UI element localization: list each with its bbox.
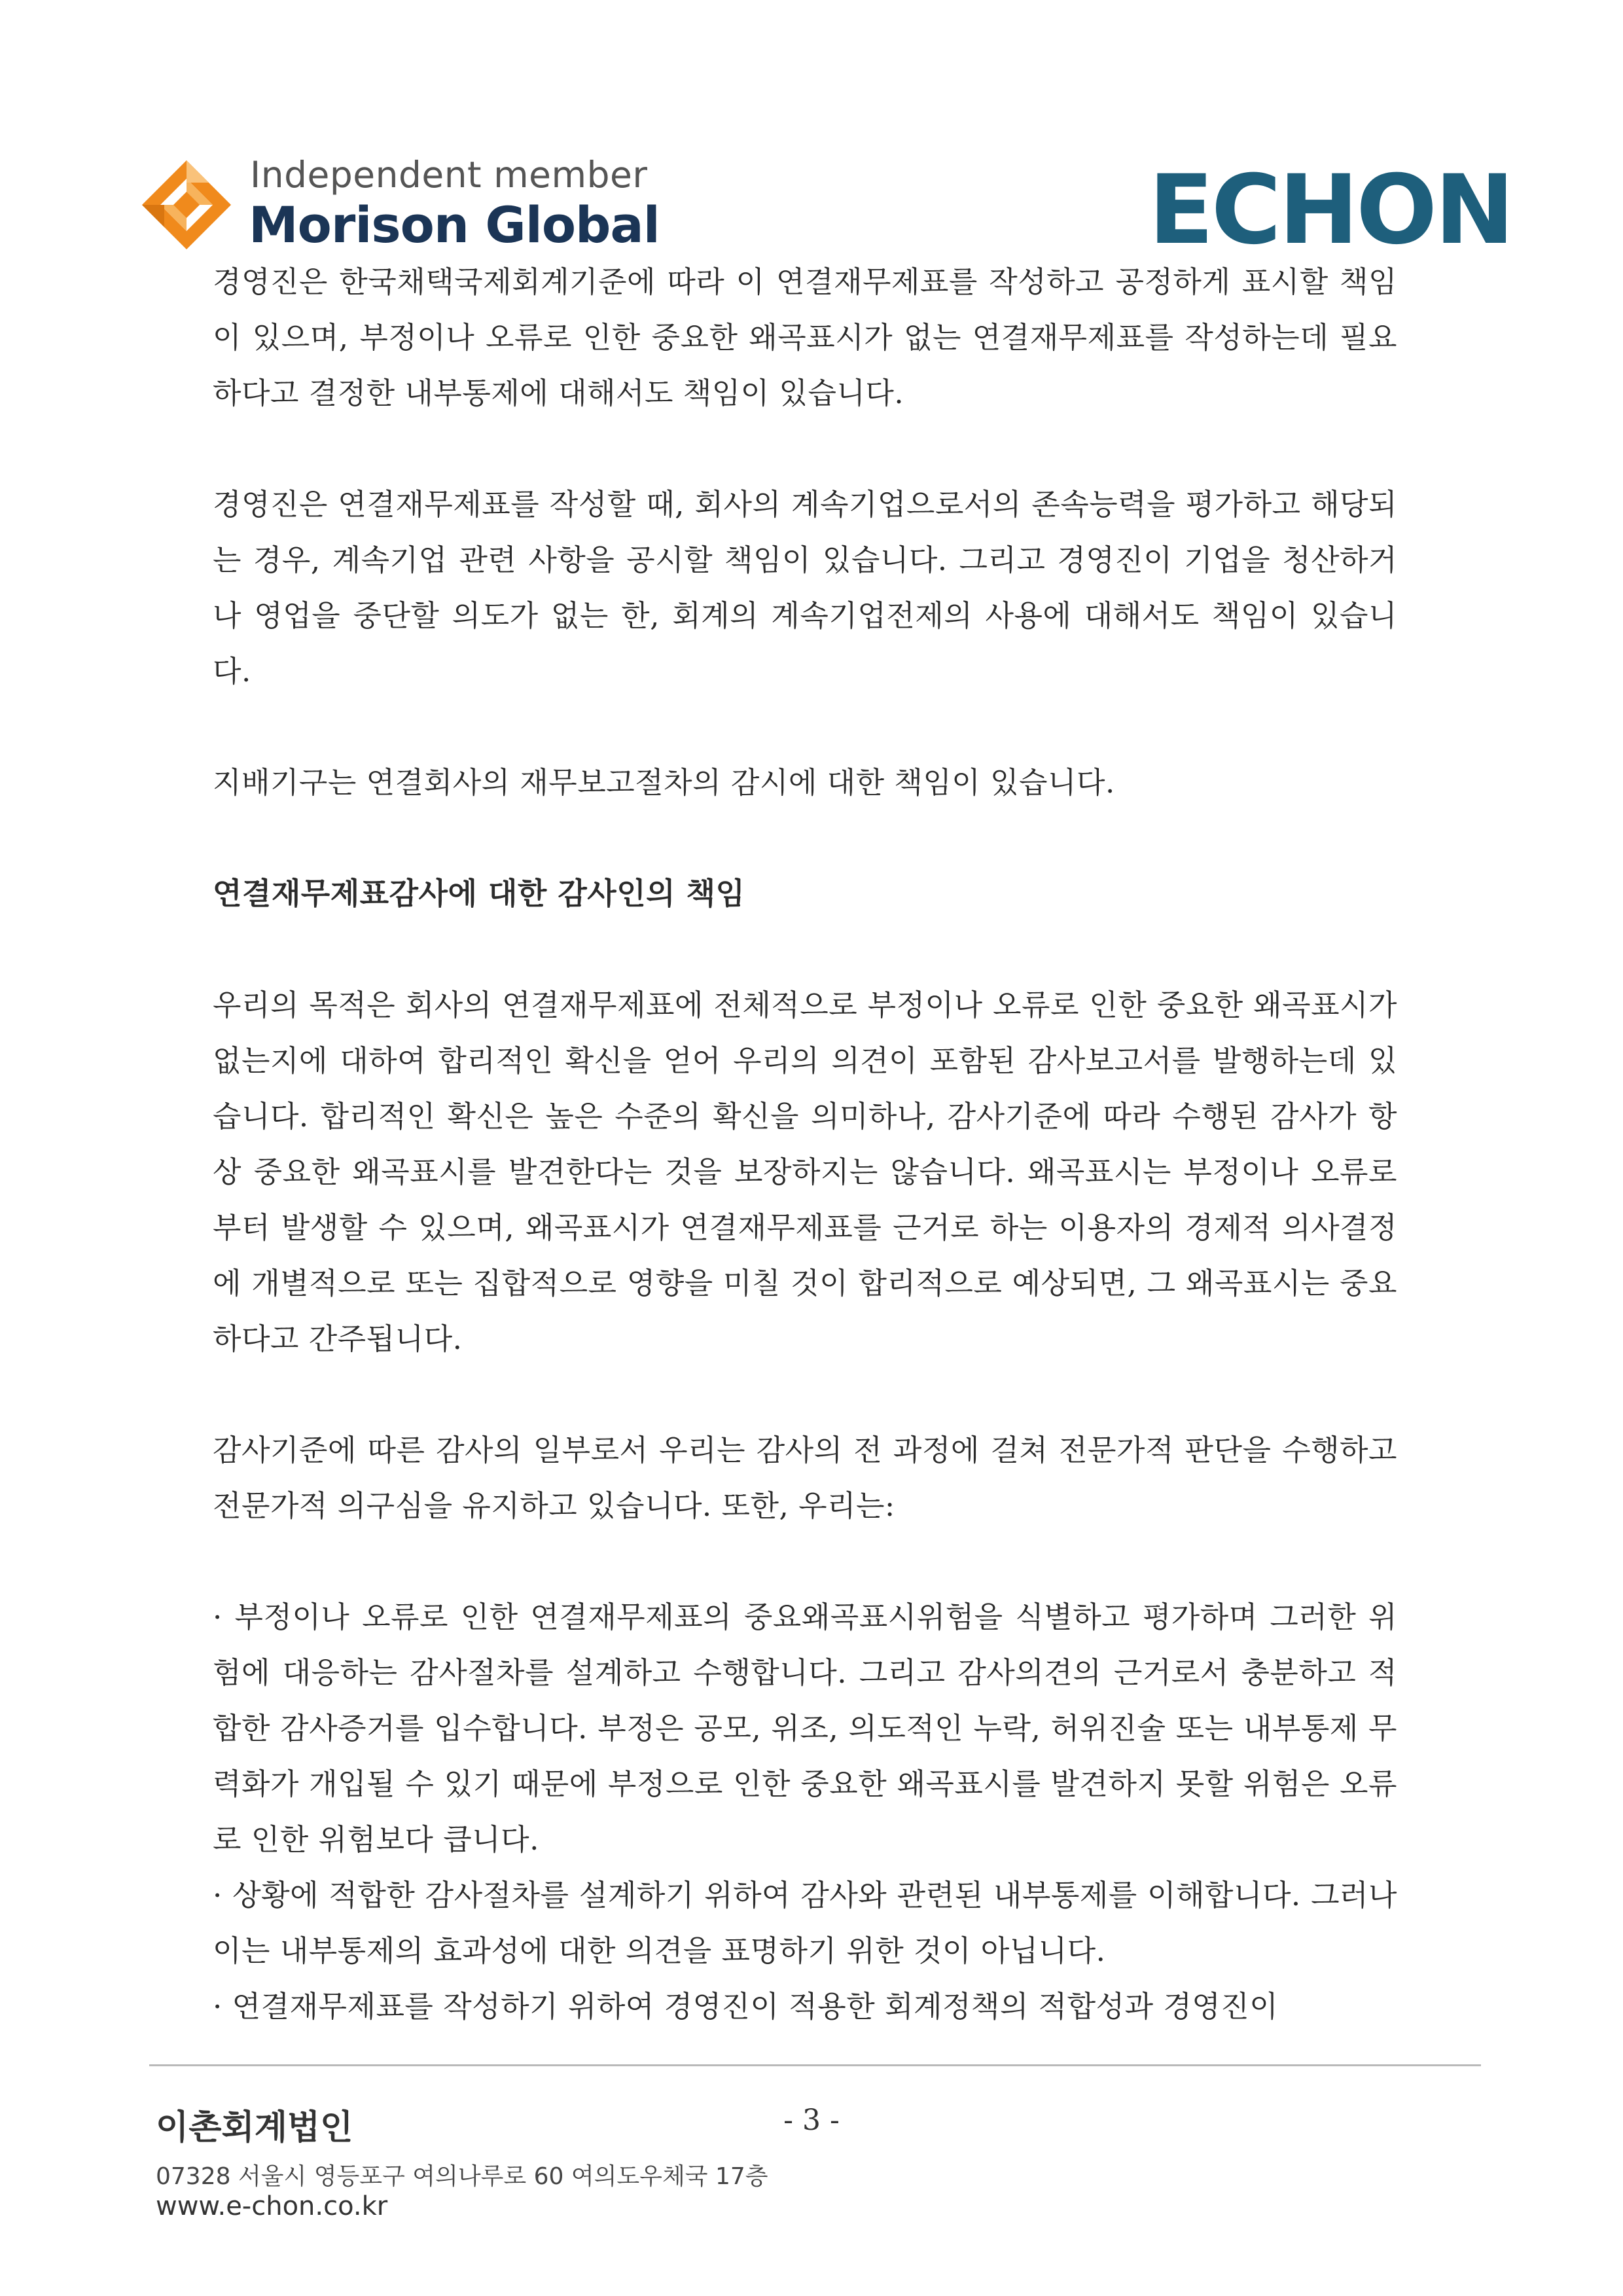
logo-subtitle: Independent member xyxy=(250,154,648,196)
paragraph-management-responsibility: 경영진은 한국채택국제회계기준에 따라 이 연결재무제표를 작성하고 공정하게 표시할 책임이 있으며, 부정이나 오류로 인한 중요한 왜곡표시가 없는 연결재무제표를 작성하는데 필요하다고 결정한 내부통제에 대해서도 책임이 있습니다. xyxy=(213,264,1397,410)
morison-global-logo xyxy=(141,154,660,259)
section-heading: 연결재무제표감사에 대한 감사인의 책임 xyxy=(213,876,745,911)
paragraph-governance: 지배기구는 연결회사의 재무보고절차의 감시에 대한 책임이 있습니다. xyxy=(213,765,1115,800)
logo-title: Morison Global xyxy=(249,196,660,254)
page-number: - 3 - xyxy=(783,2104,840,2137)
bullet-internal-control: · 상황에 적합한 감사절차를 설계하기 위하여 감사와 관련된 내부통제를 이해합니다. 그러나 이는 내부통제의 효과성에 대한 의견을 표명하기 위한 것이 아닙니다. xyxy=(213,1878,1397,1968)
bullet-risk-assessment: · 부정이나 오류로 인한 연결재무제표의 중요왜곡표시위험을 식별하고 평가하며 그러한 위험에 대응하는 감사절차를 설계하고 수행합니다. 그리고 감사의견의 근거로서 충분하고 적합한 감사증거를 입수합니다. 부정은 공모, 위조, 의도적인 누락, 허위진술 또는 내부통제 무력화가 개입될 수 있기 때문에 부정으로 인한 중요한 왜곡표시를 발견하지 못할 위험은 오류로 인한 위험보다 큽니다. xyxy=(213,1600,1397,1857)
bullet-accounting-policies: · 연결재무제표를 작성하기 위하여 경영진이 적용한 회계정책의 적합성과 경영진이 xyxy=(213,1989,1279,2024)
footer-address: 07328 서울시 영등포구 여의나루로 60 여의도우체국 17층 xyxy=(156,2163,768,2190)
footer-website-link[interactable]: www.e-chon.co.kr xyxy=(156,2191,388,2221)
paragraph-audit-objective: 우리의 목적은 회사의 연결재무제표에 전체적으로 부정이나 오류로 인한 중요한 왜곡표시가 없는지에 대하여 합리적인 확신을 얻어 우리의 의견이 포함된 감사보고서를 발행하는데 있습니다. 합리적인 확신은 높은 수준의 확신을 의미하나, 감사기준에 따라 수행된 감사가 항상 중요한 왜곡표시를 발견한다는 것을 보장하지는 않습니다. 왜곡표시는 부정이나 오류로부터 발생할 수 있으며, 왜곡표시가 연결재무제표를 근거로 하는 이용자의 경제적 의사결정에 개별적으로 또는 집합적으로 영향을 미칠 것이 합리적으로 예상되면, 그 왜곡표시는 중요하다고 간주됩니다. xyxy=(213,988,1397,1356)
morison-logo-icon xyxy=(141,159,232,251)
footer-divider xyxy=(149,2064,1481,2066)
echon-brand-logo: ECHON xyxy=(1149,154,1512,266)
footer-firm-name: 이촌회계법인 xyxy=(156,2108,353,2147)
document-body xyxy=(213,254,1397,2034)
paragraph-going-concern: 경영진은 연결재무제표를 작성할 때, 회사의 계속기업으로서의 존속능력을 평가하고 해당되는 경우, 계속기업 관련 사항을 공시할 책임이 있습니다. 그리고 경영진이 기업을 청산하거나 영업을 중단할 의도가 없는 한, 회계의 계속기업전제의 사용에 대해서도 책임이 있습니다. xyxy=(213,487,1397,689)
paragraph-professional-judgment: 감사기준에 따른 감사의 일부로서 우리는 감사의 전 과정에 걸쳐 전문가적 판단을 수행하고 전문가적 의구심을 유지하고 있습니다. 또한, 우리는: xyxy=(213,1433,1397,1523)
